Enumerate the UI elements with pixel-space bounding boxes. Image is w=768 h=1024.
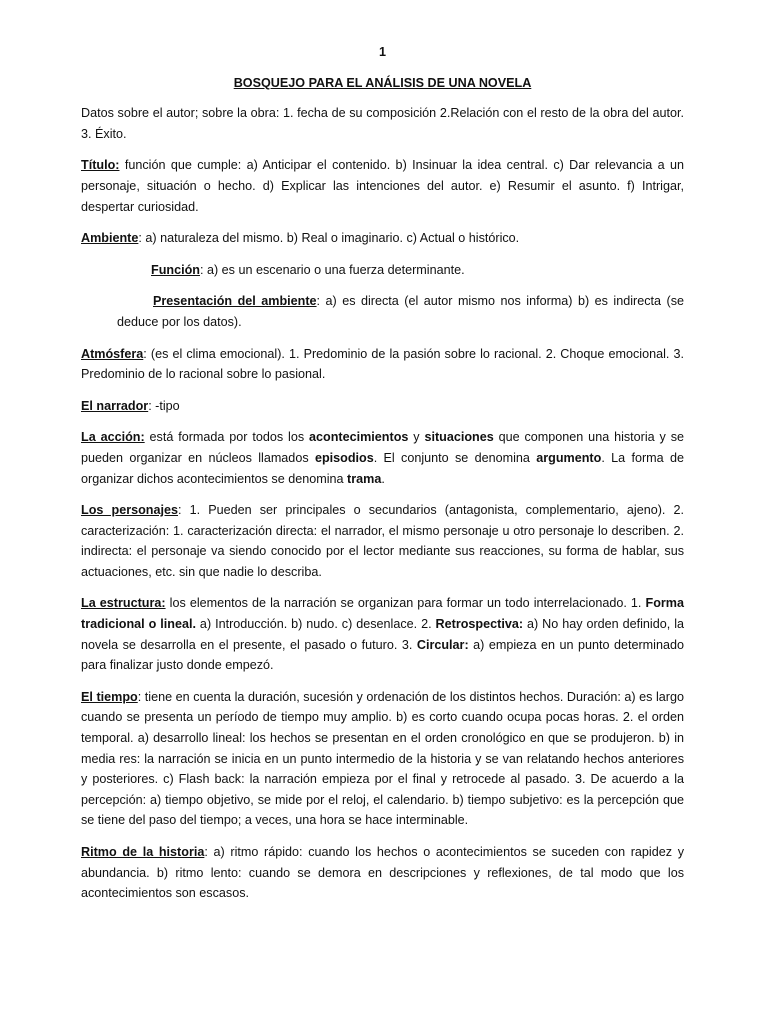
ritmo-heading: Ritmo de la historia (81, 845, 205, 859)
estructura-text-3: a) No hay orden definido, la novela se desarrolla en el presente, el pasado o futuro. 3. (81, 617, 684, 652)
document-title: BOSQUEJO PARA EL ANÁLISIS DE UNA NOVELA (233, 75, 532, 90)
accion-term-situaciones: situaciones (424, 430, 494, 445)
accion-term-episodios: episodios (314, 450, 374, 465)
estructura-text-1: los elementos de la narración se organizan para formar un todo interrelacionado. 1. (165, 596, 646, 611)
presentacion-heading: Presentación del ambiente (153, 294, 317, 309)
autor-text: Datos sobre el autor; sobre la obra: 1. fecha de su composición 2.Relación con el resto de la obra del autor. 3. Éxito. (81, 106, 684, 141)
paragraph-accion (81, 427, 684, 489)
ambiente-heading: Ambiente (81, 231, 139, 246)
narrador-text: : -tipo (148, 398, 180, 413)
titulo-text: función que cumple: a) Anticipar el contenido. b) Insinuar la idea central. c) Dar relevancia a un personaje, situación o hecho. d) Explicar las intenciones del autor. e) Resumir el asunto. f) Intrigar, despertar curiosidad. (81, 158, 684, 214)
estructura-term-circular: Circular: (416, 637, 469, 652)
presentacion-text-b: deduce por los datos). (117, 314, 242, 329)
paragraph-funcion (81, 260, 684, 281)
personajes-text: : 1. Pueden ser principales o secundarios (antagonista, complementario, ajeno). 2. caracterización: 1. caracterización directa: el narrador, el mismo personaje u otro personaje lo describen. 2. indirecta: el personaje va siendo conocido por el lector mediante sus reacciones, su forma de hablar, sus actuaciones, etc. sin que nadie lo describa. (81, 503, 685, 579)
personajes-heading: Los personajes (81, 503, 178, 518)
accion-text-1: está formada por todos los (144, 430, 310, 445)
paragraph-atmosfera (81, 344, 684, 385)
paragraph-ritmo (81, 842, 684, 904)
funcion-text: : a) es un escenario o una fuerza determinante. (199, 262, 465, 277)
paragraph-ambiente (81, 228, 684, 249)
presentacion-text-a: : a) es directa (el autor mismo nos informa) b) es indirecta (se (316, 294, 684, 309)
accion-text-6: . (381, 471, 385, 486)
paragraph-personajes (81, 500, 684, 582)
accion-term-acontecimientos: acontecimientos (309, 430, 409, 445)
estructura-heading: La estructura: (81, 596, 166, 611)
paragraph-estructura (81, 593, 684, 675)
accion-heading: La acción: (81, 430, 145, 445)
paragraph-presentacion (81, 291, 684, 332)
accion-text-4: . El conjunto se denomina (373, 450, 537, 465)
atmosfera-heading: Atmósfera (81, 346, 144, 361)
ritmo-text: : a) ritmo rápido: cuando los hechos o acontecimientos se suceden con rapidez y abundancia. b) ritmo lento: cuando se demora en descripciones y reflexiones, de tal modo que los acontecimientos son escasos. (81, 845, 684, 901)
tiempo-heading: El tiempo (81, 689, 138, 704)
accion-term-argumento: argumento (536, 450, 602, 465)
page-number: 1 (378, 45, 386, 59)
narrador-heading: El narrador (81, 398, 149, 413)
ambiente-text: : a) naturaleza del mismo. b) Real o imaginario. c) Actual o histórico. (138, 231, 520, 246)
paragraph-tiempo (81, 687, 684, 831)
accion-text-3: que componen una historia y se pueden organizar en núcleos llamados (81, 430, 685, 465)
accion-term-trama: trama (347, 471, 382, 486)
paragraph-titulo (81, 155, 684, 217)
accion-text-5: . La forma de organizar dichos acontecimientos se denomina (81, 450, 684, 486)
atmosfera-text: : (es el clima emocional). 1. Predominio de la pasión sobre lo racional. 2. Choque emocional. 3. Predominio de lo racional sobre lo pasional. (81, 346, 684, 382)
estructura-text-4: a) empieza en un punto determinado para finalizar justo donde empezó. (81, 637, 684, 673)
paragraph-autor (81, 103, 684, 144)
paragraph-narrador (81, 396, 684, 417)
accion-text-2: y (408, 430, 425, 445)
titulo-heading: Título: (81, 158, 120, 173)
estructura-text-2: a) Introducción. b) nudo. c) desenlace. 2. (195, 617, 436, 632)
funcion-heading: Función (151, 262, 200, 277)
estructura-term-retrospectiva: Retrospectiva: (435, 617, 524, 632)
tiempo-text: : tiene en cuenta la duración, sucesión y ordenación de los distintos hechos. Duración: a) es largo cuando se presenta un período de tiempo muy amplio. b) es corto cuando ocupa pocas horas. 2. el orden temporal. a) desarrollo lineal: los hechos se presentan en el orden cronológico en que se produjeron. b) in media res: la narración se inicia en un punto intermedio de la historia y se van relatando hechos anteriores y posteriores. c) Flash back: la narración empieza por el final y retrocede al pasado. 3. De acuerdo a la percepción: a) tiempo objetivo, se mide por el reloj, el calendario. b) tiempo subjetivo: es la percepción que se tiene del paso del tiempo; a veces, una hora se hace interminable. (81, 689, 684, 828)
estructura-term-tradicional: Forma tradicional o lineal. (81, 596, 684, 632)
